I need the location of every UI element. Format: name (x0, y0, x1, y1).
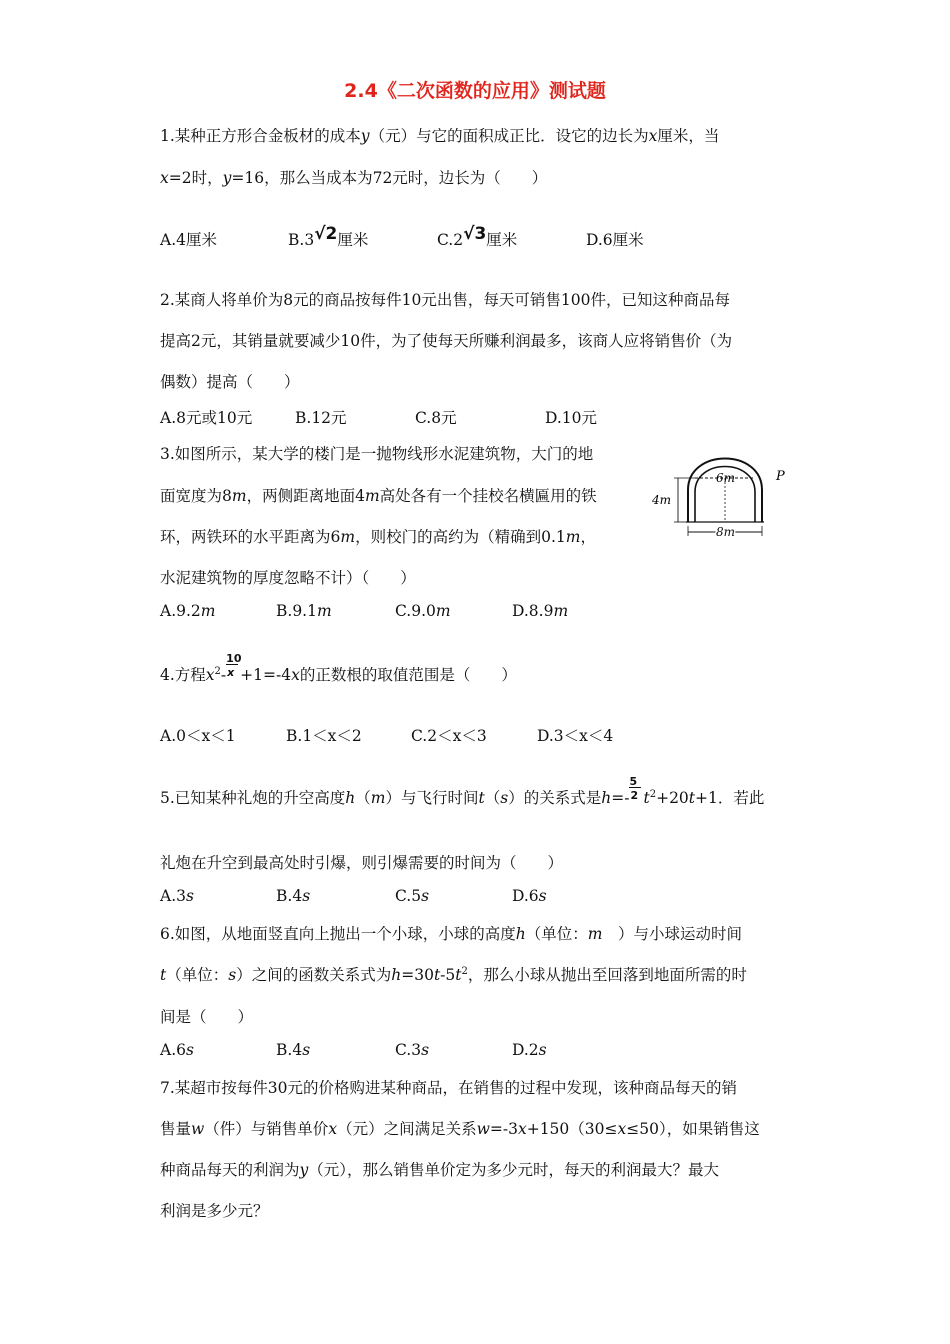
q2-option-b: B.12元 (295, 409, 347, 427)
q6-line2: t（单位：s）之间的函数关系式为$h=30t-5t^2$，那么小球从抛出至回落到地面所需的时 (160, 965, 747, 984)
q1-option-a: A.4厘米 (160, 231, 217, 249)
q6-option-c: C.3s (395, 1041, 430, 1059)
q3-option-b: B.9.1m (276, 602, 332, 620)
q5-option-b: B.4s (276, 887, 311, 905)
gate-label-top: 6m (716, 471, 736, 485)
q3-line3: 环，两铁环的水平距离为6m，则校门的高约为（精确到0.1m， (160, 528, 596, 546)
q6-option-a: A.6s (160, 1041, 194, 1059)
page-title: 2.4《二次函数的应用》测试题 (344, 80, 606, 102)
q1-option-c: C.2√3厘米 (437, 224, 518, 249)
q5-option-d: D.6s (512, 887, 547, 905)
q5-option-a: A.3s (160, 887, 194, 905)
gate-label-p: P (776, 469, 785, 484)
q6-option-b: B.4s (276, 1041, 311, 1059)
q4-option-a: A.0＜x＜1 (160, 727, 236, 745)
q5-fraction: $\frac{5}{2}$ (629, 793, 643, 803)
q5-line1: 5.已知某种礼炮的升空高度h（m）与飞行时间t（s）的关系式是h=- $\frac{5}{2}$ $t^2+20t+1$．若此 (160, 775, 765, 807)
q7-line3: 种商品每天的利润为y（元），那么销售单价定为多少元时，每天的利润最大？最大 (160, 1161, 720, 1179)
q3-line4: 水泥建筑物的厚度忽略不计）（ ） (160, 569, 416, 587)
gate-label-left: 4m (652, 493, 672, 507)
q3-line2: 面宽度为8m，两侧距离地面4m高处各有一个挂校名横匾用的铁 (160, 487, 597, 505)
q1-option-d: D.6厘米 (586, 231, 644, 249)
q3-option-c: C.9.0m (395, 602, 451, 620)
gate-label-bottom: 8m (716, 525, 736, 539)
gate-figure (650, 440, 800, 540)
q2-option-c: C.8元 (415, 409, 457, 427)
q5-option-c: C.5s (395, 887, 430, 905)
q3-line1: 3.如图所示，某大学的楼门是一抛物线形水泥建筑物，大门的地 (160, 445, 594, 463)
q4-fraction: $\frac{10}{x}$ (226, 652, 242, 679)
q2-option-a: A.8元或10元 (160, 409, 253, 427)
q3-option-a: A.9.2m (160, 602, 216, 620)
q4-option-c: C.2＜x＜3 (411, 727, 487, 745)
q1-line1: 1.某种正方形合金板材的成本y（元）与它的面积成正比．设它的边长为x厘米，当 (160, 127, 720, 145)
q6-line3: 间是（ ） (160, 1008, 254, 1026)
q4-line: 4.方程$x^2-$ $\frac{10}{x}$ +1=-4x的正数根的取值范围是（ ） (160, 652, 517, 684)
q2-line2: 提高2元，其销量就要减少10件，为了使每天所赚利润最多，该商人应将销售价（为 (160, 332, 733, 350)
q1-line2: x=2时，y=16，那么当成本为72元时，边长为（ ） (160, 169, 548, 187)
q6-option-d: D.2s (512, 1041, 547, 1059)
q3-option-d: D.8.9m (512, 602, 569, 620)
q6-line1: 6.如图，从地面竖直向上抛出一个小球，小球的高度h（单位：m ）与小球运动时间 (160, 925, 743, 943)
q4-option-b: B.1＜x＜2 (286, 727, 362, 745)
q2-option-d: D.10元 (545, 409, 598, 427)
q7-line1: 7.某超市按每件30元的价格购进某种商品，在销售的过程中发现，该种商品每天的销 (160, 1079, 738, 1097)
q5-line2: 礼炮在升空到最高处时引爆，则引爆需要的时间为（ ） (160, 854, 564, 872)
q7-line4: 利润是多少元？ (160, 1202, 269, 1220)
q2-line1: 2.某商人将单价为8元的商品按每件10元出售，每天可销售100件，已知这种商品每 (160, 291, 730, 309)
q1-option-b: B.3√2厘米 (288, 224, 369, 249)
q2-line3: 偶数）提高（ ） (160, 373, 300, 391)
q4-option-d: D.3＜x＜4 (537, 727, 614, 745)
q7-line2: 售量w（件）与销售单价x（元）之间满足关系w=-3x+150（30≤x≤50），如果销售这 (160, 1120, 760, 1138)
